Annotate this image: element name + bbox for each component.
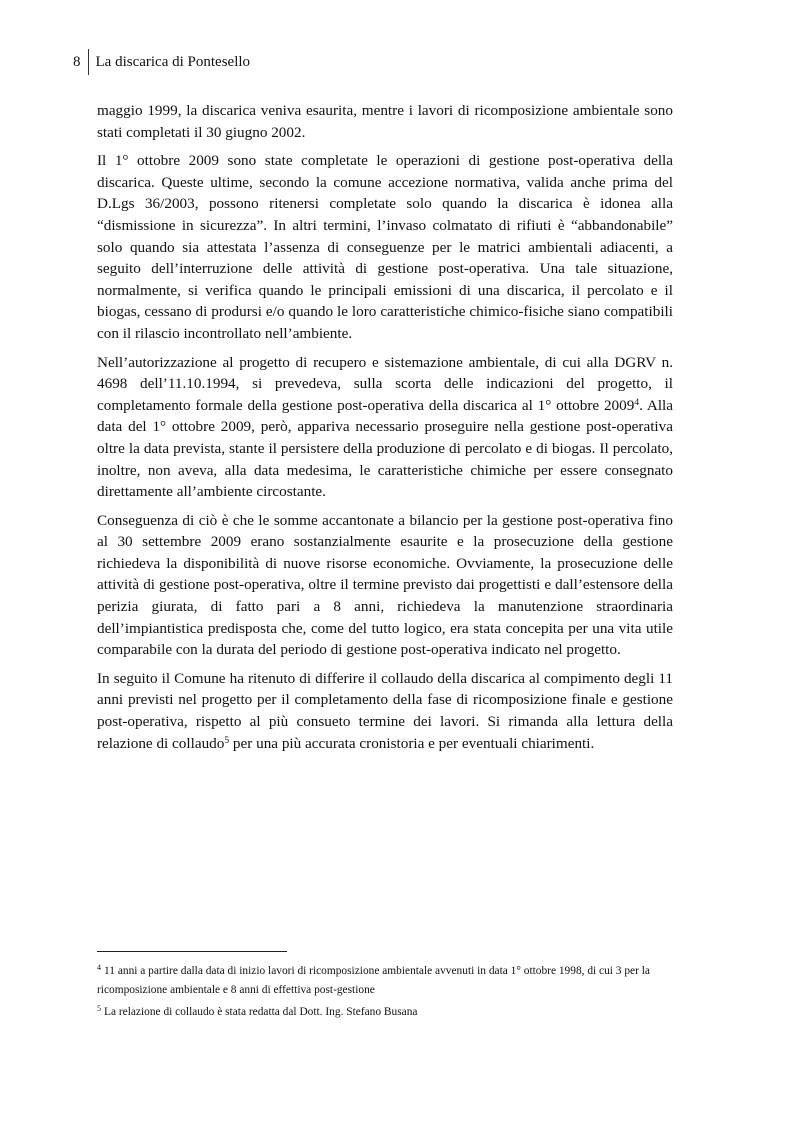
paragraph-5-text-before: In seguito il Comune ha ritenuto di differire il collaudo della discarica al compimento degli 11 anni previsti nel progetto per il completamento della fase di ricomposizione finale e gestione post-operativa, rispetto al più consueto termine dei lavori. Si rimanda alla lettura della relazione di collaudo bbox=[97, 669, 673, 752]
footnote-text-5: La relazione di collaudo è stata redatta dal Dott. Ing. Stefano Busana bbox=[104, 1006, 418, 1018]
page-number: 8 bbox=[73, 53, 81, 70]
footnotes bbox=[97, 962, 673, 1025]
footnote-number-4: 4 bbox=[97, 963, 101, 972]
footnote-4 bbox=[97, 962, 673, 1000]
paragraph-2: Il 1° ottobre 2009 sono state completate le operazioni di gestione post-operativa della discarica. Queste ultime, secondo la comune accezione normativa, valida anche prima del D.Lgs 36/2003, possono ritenersi completate solo quando la discarica è idonea alla “dismissione in sicurezza”. In altri termini, l’invaso colmatato di rifiuti è “abbandonabile” solo quando sia attestata l’assenza di conseguenze per le matrici ambientali adiacenti, a seguito dell’interruzione delle attività di gestione post-operativa. Una tale situazione, normalmente, si verifica quando le principali emissioni di una discarica, il percolato e il biogas, cessano di prodursi e/o quando le loro caratteristiche chimico-fisiche siano compatibili con il rilascio incontrollato nell’ambiente. bbox=[97, 152, 673, 342]
footnote-5 bbox=[97, 1003, 673, 1022]
footnote-ref-4: 4 bbox=[634, 397, 640, 408]
page-header bbox=[73, 50, 250, 74]
paragraph-1: maggio 1999, la discarica veniva esaurita, mentre i lavori di ricomposizione ambientale sono stati completati il 30 giugno 2002. bbox=[97, 102, 673, 141]
footnote-divider bbox=[97, 951, 287, 952]
footnote-text-4: 11 anni a partire dalla data di inizio lavori di ricomposizione ambientale avvenuti in data 1° ottobre 1998, di cui 3 per la ricomposizione ambientale e 8 anni di effettiva post-gestione bbox=[97, 965, 650, 996]
paragraph-3 bbox=[97, 352, 673, 503]
footnote-number-5: 5 bbox=[97, 1004, 101, 1013]
running-title: La discarica di Pontesello bbox=[95, 53, 251, 70]
paragraph-3-text-after: . Alla data del 1° ottobre 2009, però, appariva necessario proseguire nella gestione post-operativa oltre la data prevista, stante il persistere della produzione di percolato e di biogas. Il percolato, inoltre, non aveva, alla data medesima, le caratteristiche chimiche per essere consegnato direttamente all’ambiente circostante. bbox=[97, 396, 673, 501]
paragraph-3-text-before: Nell’autorizzazione al progetto di recupero e sistemazione ambientale, di cui alla DGRV n. 4698 dell’11.10.1994, si prevedeva, sulla scorta delle indicazioni del progetto, il completamento formale della gestione post-operativa della discarica al 1° ottobre 2009 bbox=[97, 353, 673, 414]
paragraph-4: Conseguenza di ciò è che le somme accantonate a bilancio per la gestione post-operativa fino al 30 settembre 2009 erano sostanzialmente esaurite e la prosecuzione della gestione richiedeva la disponibilità di nuove risorse economiche. Ovviamente, la prosecuzione delle attività di gestione post-operativa, oltre il termine previsto dai progettisti e dall’estensore della perizia giurata, di fatto pari a 8 anni, richiedeva la manutenzione straordinaria dell’impiantistica predisposta che, come del tutto logico, era stata concepita per una vita utile comparabile con la durata del periodo di gestione post-operativa indicato nel progetto. bbox=[97, 511, 673, 659]
body-text bbox=[97, 100, 673, 761]
footnote-ref-5: 5 bbox=[224, 735, 230, 746]
paragraph-5-text-after: per una più accurata cronistoria e per eventuali chiarimenti. bbox=[229, 734, 595, 752]
paragraph-5 bbox=[97, 668, 673, 754]
